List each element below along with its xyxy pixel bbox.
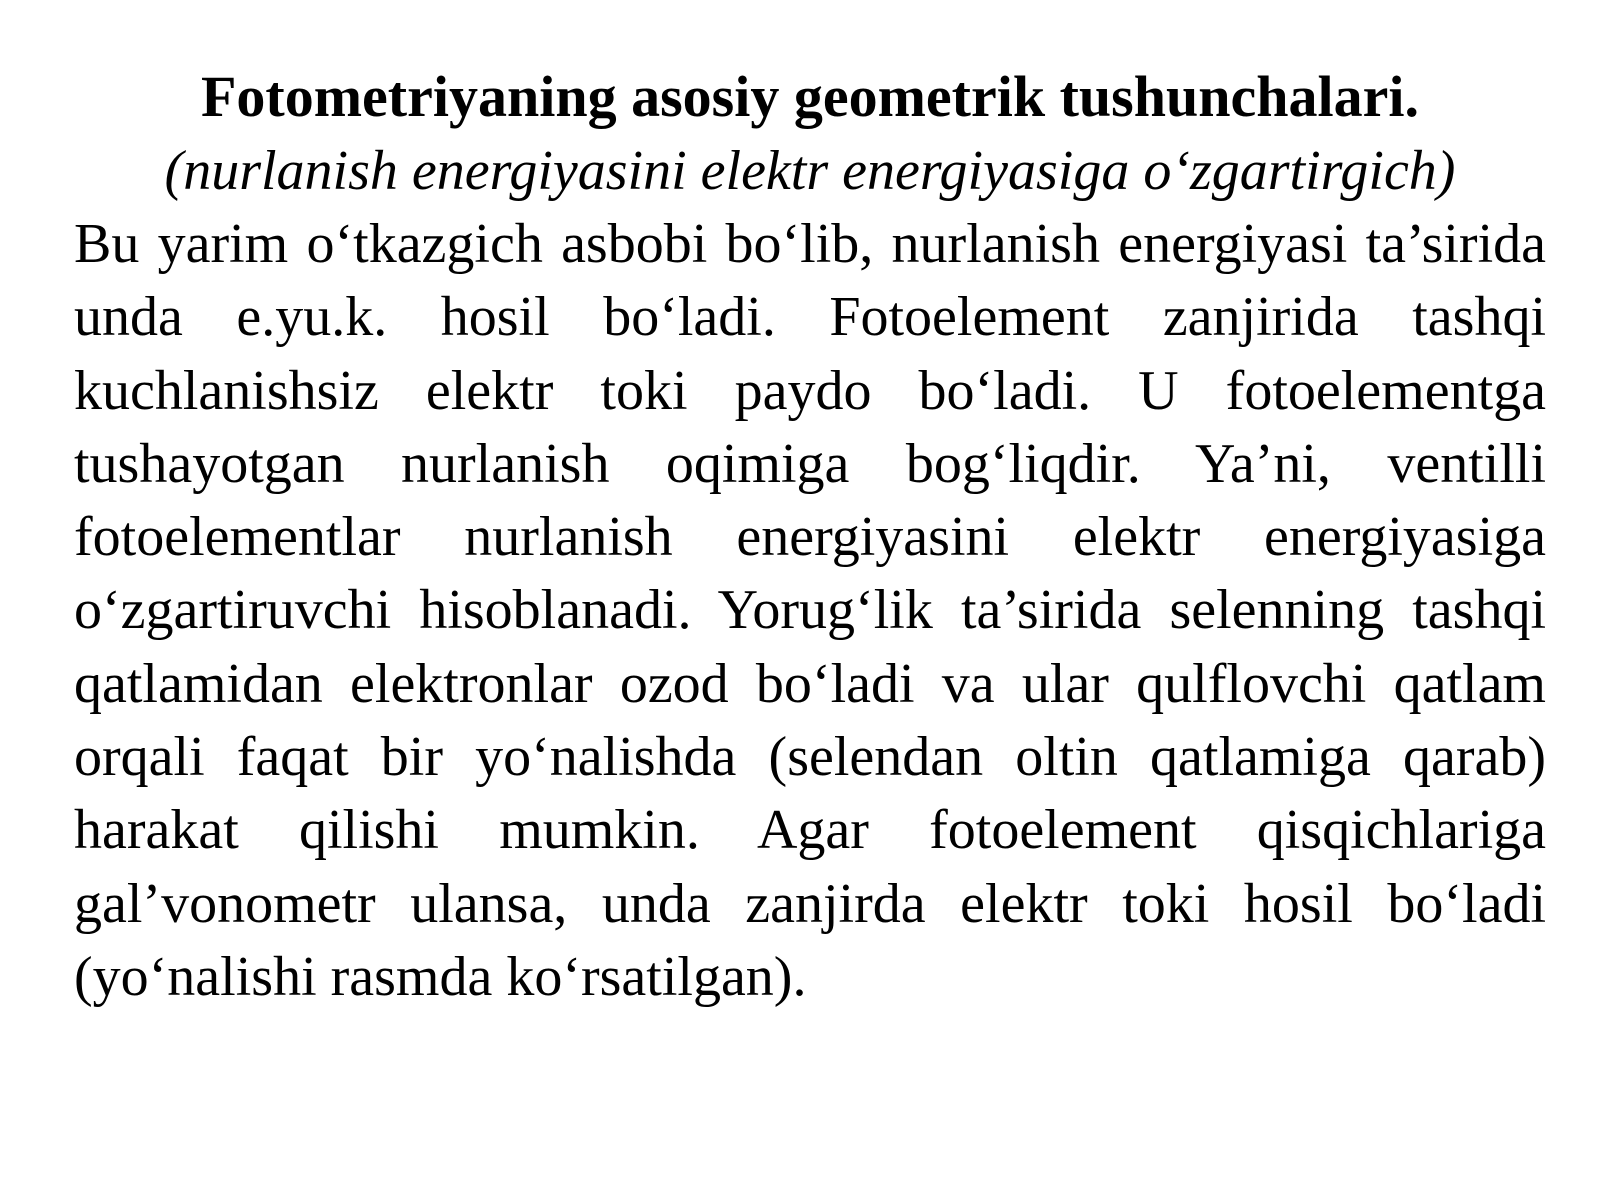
page-subtitle: (nurlanish energiyasini elektr energiyasiga o‘zgartirgich) xyxy=(164,140,1456,202)
page-title: Fotometriyaning asosiy geometrik tushunchalari. xyxy=(201,64,1419,129)
body-paragraph: Bu yarim o‘tkazgich asbobi bo‘lib, nurlanish energiyasi ta’sirida unda e.yu.k. hosil bo‘ladi. Fotoelement zanjirida tashqi kuchlanishsiz elektr toki paydo bo‘ladi. U fotoelementga tushayotgan nurlanish oqimiga bog‘liqdir. Ya’ni, ventilli fotoelementlar nurlanish energiyasini elektr energiyasiga o‘zgartiruvchi hisoblanadi. Yorug‘lik ta’sirida selenning tashqi qatlamidan elektronlar ozod bo‘ladi va ular qulflovchi qatlam orqali faqat bir yo‘nalishda (selendan oltin qatlamiga qarab) harakat qilishi mumkin. Agar fotoelement qisqichlariga gal’vonometr ulansa, unda zanjirda elektr toki hosil bo‘ladi (yo‘nalishi rasmda ko‘rsatilgan). xyxy=(74,213,1546,1008)
